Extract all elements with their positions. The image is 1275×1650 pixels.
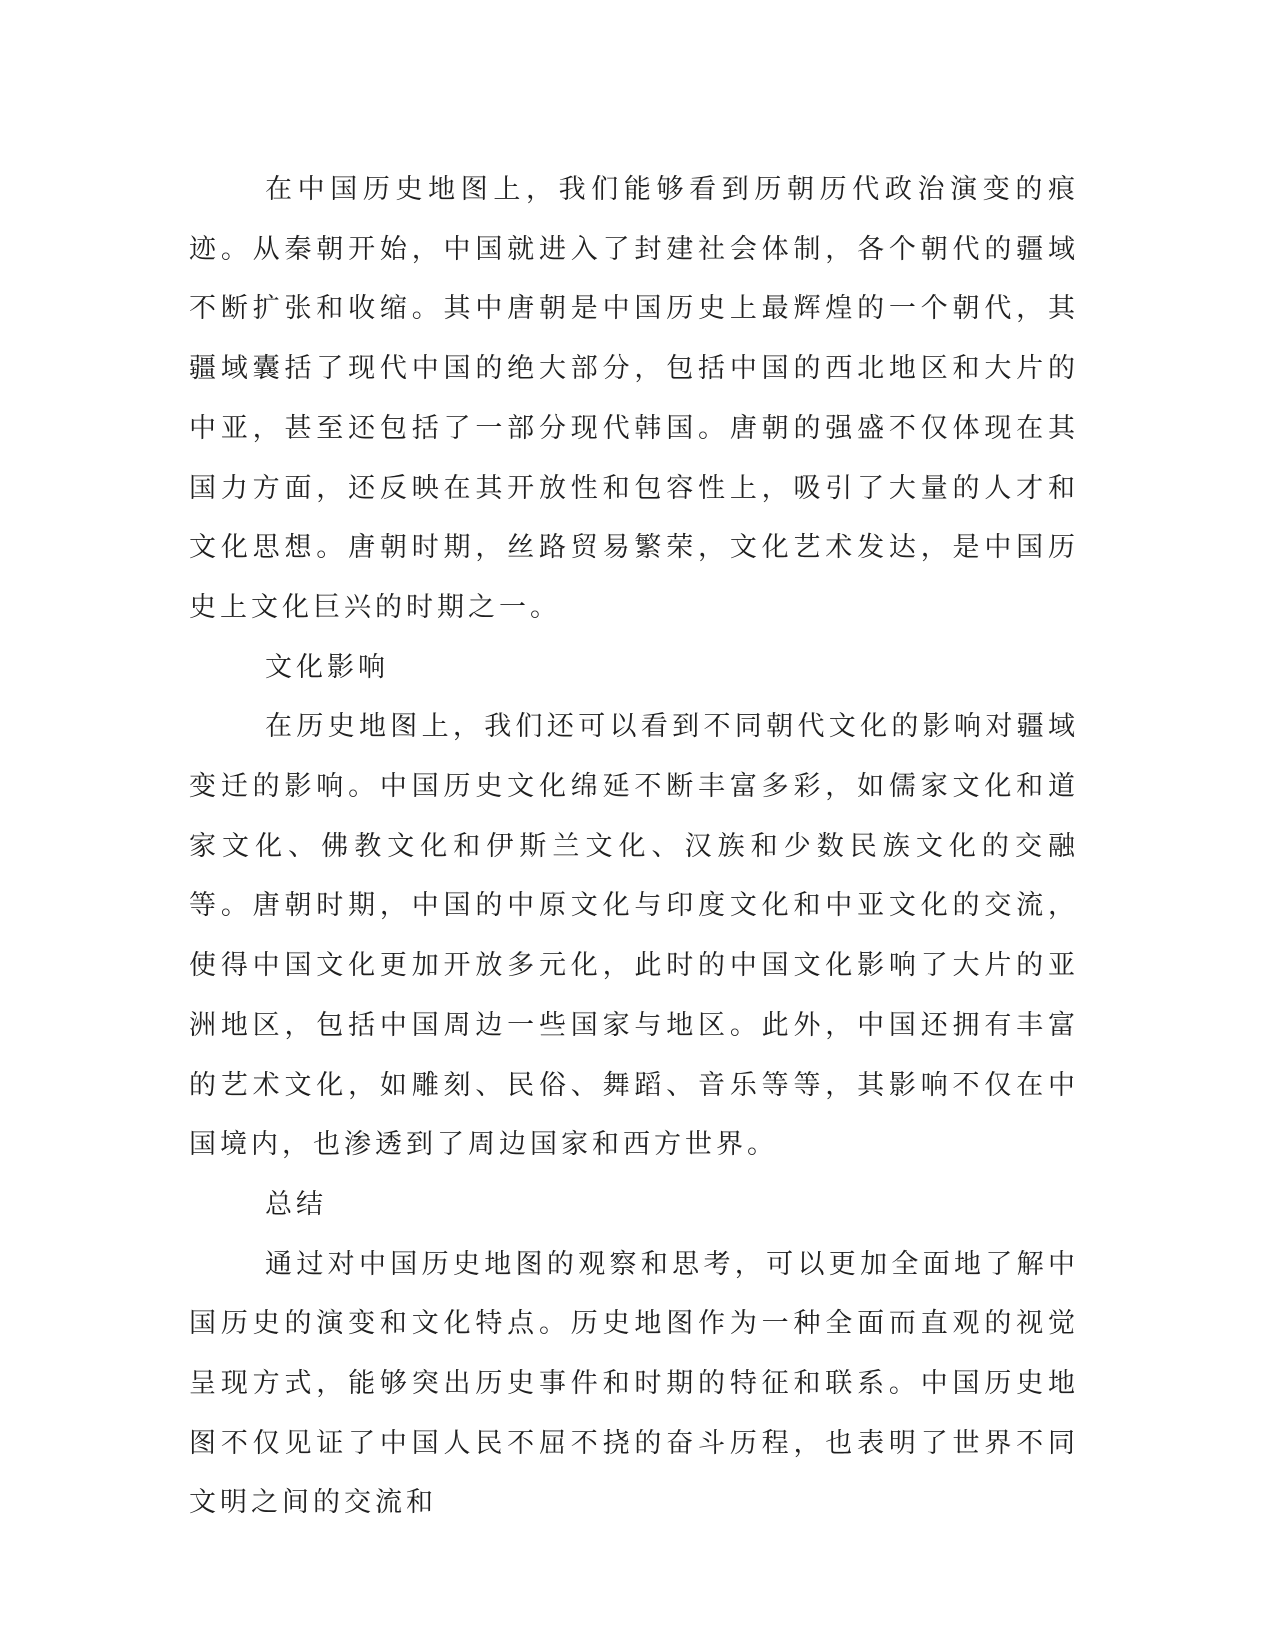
section-heading-summary: 总结 bbox=[265, 1188, 327, 1220]
paragraph-political-evolution: 在中国历史地图上，我们能够看到历朝历代政治演变的痕迹。从秦朝开始，中国就进入了封建社会体制，各个朝代的疆域不断扩张和收缩。其中唐朝是中国历史上最辉煌的一个朝代，其疆域囊括了现代中国的绝大部分，包括中国的西北地区和大片的中亚，甚至还包括了一部分现代韩国。唐朝的强盛不仅体现在其国力方面，还反映在其开放性和包容性上，吸引了大量的人才和文化思想。唐朝时期，丝路贸易繁荣，文化艺术发达，是中国历史上文化巨兴的时期之一。 bbox=[189, 174, 1079, 623]
paragraph-cultural-influence: 在历史地图上，我们还可以看到不同朝代文化的影响对疆域变迁的影响。中国历史文化绵延不断丰富多彩，如儒家文化和道家文化、佛教文化和伊斯兰文化、汉族和少数民族文化的交融等。唐朝时期，中国的中原文化与印度文化和中亚文化的交流，使得中国文化更加开放多元化，此时的中国文化影响了大片的亚洲地区，包括中国周边一些国家与地区。此外，中国还拥有丰富的艺术文化，如雕刻、民俗、舞蹈、音乐等等，其影响不仅在中国境内，也渗透到了周边国家和西方世界。 bbox=[189, 711, 1079, 1161]
document-body bbox=[189, 160, 1079, 1533]
paragraph-summary: 通过对中国历史地图的观察和思考，可以更加全面地了解中国历史的演变和文化特点。历史地图作为一种全面而直观的视觉呈现方式，能够突出历史事件和时期的特征和联系。中国历史地图不仅见证了中国人民不屈不挠的奋斗历程，也表明了世界不同文明之间的交流和 bbox=[189, 1248, 1079, 1519]
section-heading-cultural-influence: 文化影响 bbox=[265, 651, 389, 683]
